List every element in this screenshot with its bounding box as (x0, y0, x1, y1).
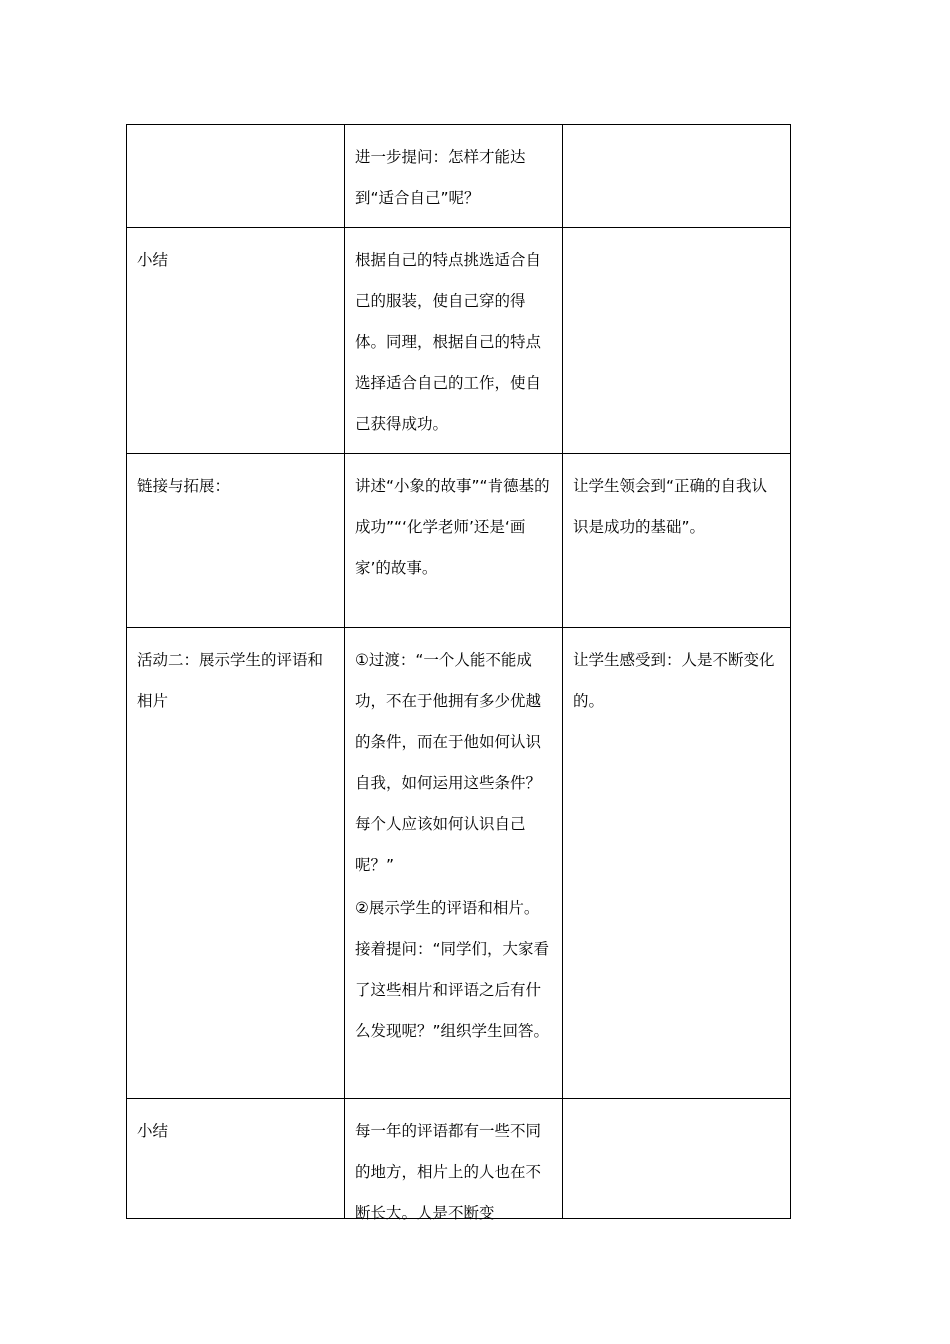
table-row (127, 125, 791, 228)
table-row (127, 454, 791, 628)
activity-paragraph: 讲述“小象的故事”“肯德基的成功”“‘化学老师’还是‘画家’的故事。 (355, 477, 550, 577)
activity-paragraph: 每一年的评语都有一些不同的地方，相片上的人也在不断长大。人是不断变 (355, 1122, 542, 1222)
stage-cell: 活动二：展示学生的评语和相片 (127, 628, 345, 1099)
stage-cell: 链接与拓展： (127, 454, 345, 628)
purpose-cell: 让学生感受到：人是不断变化的。 (563, 628, 791, 1099)
table-row (127, 228, 791, 454)
table-row (127, 628, 791, 1099)
stage-cell: 小结 (127, 228, 345, 454)
activity-cell (345, 125, 563, 228)
activity-cell (345, 228, 563, 454)
stage-cell (127, 125, 345, 228)
stage-cell (127, 1099, 345, 1219)
activity-paragraph: 进一步提问：怎样才能达到“适合自己”呢？ (355, 148, 526, 207)
activity-paragraph: 根据自己的特点挑选适合自己的服装，使自己穿的得体。同理，根据自己的特点选择适合自己的工作，使自己获得成功。 (355, 251, 542, 433)
activity-paragraph: ②展示学生的评语和相片。接着提问：“同学们，大家看了这些相片和评语之后有什么发现呢？”组织学生回答。 (355, 899, 550, 1040)
purpose-cell (563, 1099, 791, 1219)
stage-text: 小结 (137, 1122, 169, 1140)
activity-cell (345, 628, 563, 1099)
lesson-plan-table (126, 124, 791, 1222)
activity-cell (345, 1099, 563, 1222)
purpose-cell: 让学生领会到“正确的自我认识是成功的基础”。 (563, 454, 791, 628)
purpose-cell (563, 228, 791, 454)
activity-paragraph: ①过渡：“一个人能不能成功，不在于他拥有多少优越的条件，而在于他如何认识自我，如何运用这些条件？每个人应该如何认识自己呢？” (355, 651, 542, 874)
activity-cell (345, 454, 563, 628)
purpose-cell (563, 125, 791, 228)
table-row (127, 1099, 791, 1219)
purpose-text (573, 1111, 781, 1205)
